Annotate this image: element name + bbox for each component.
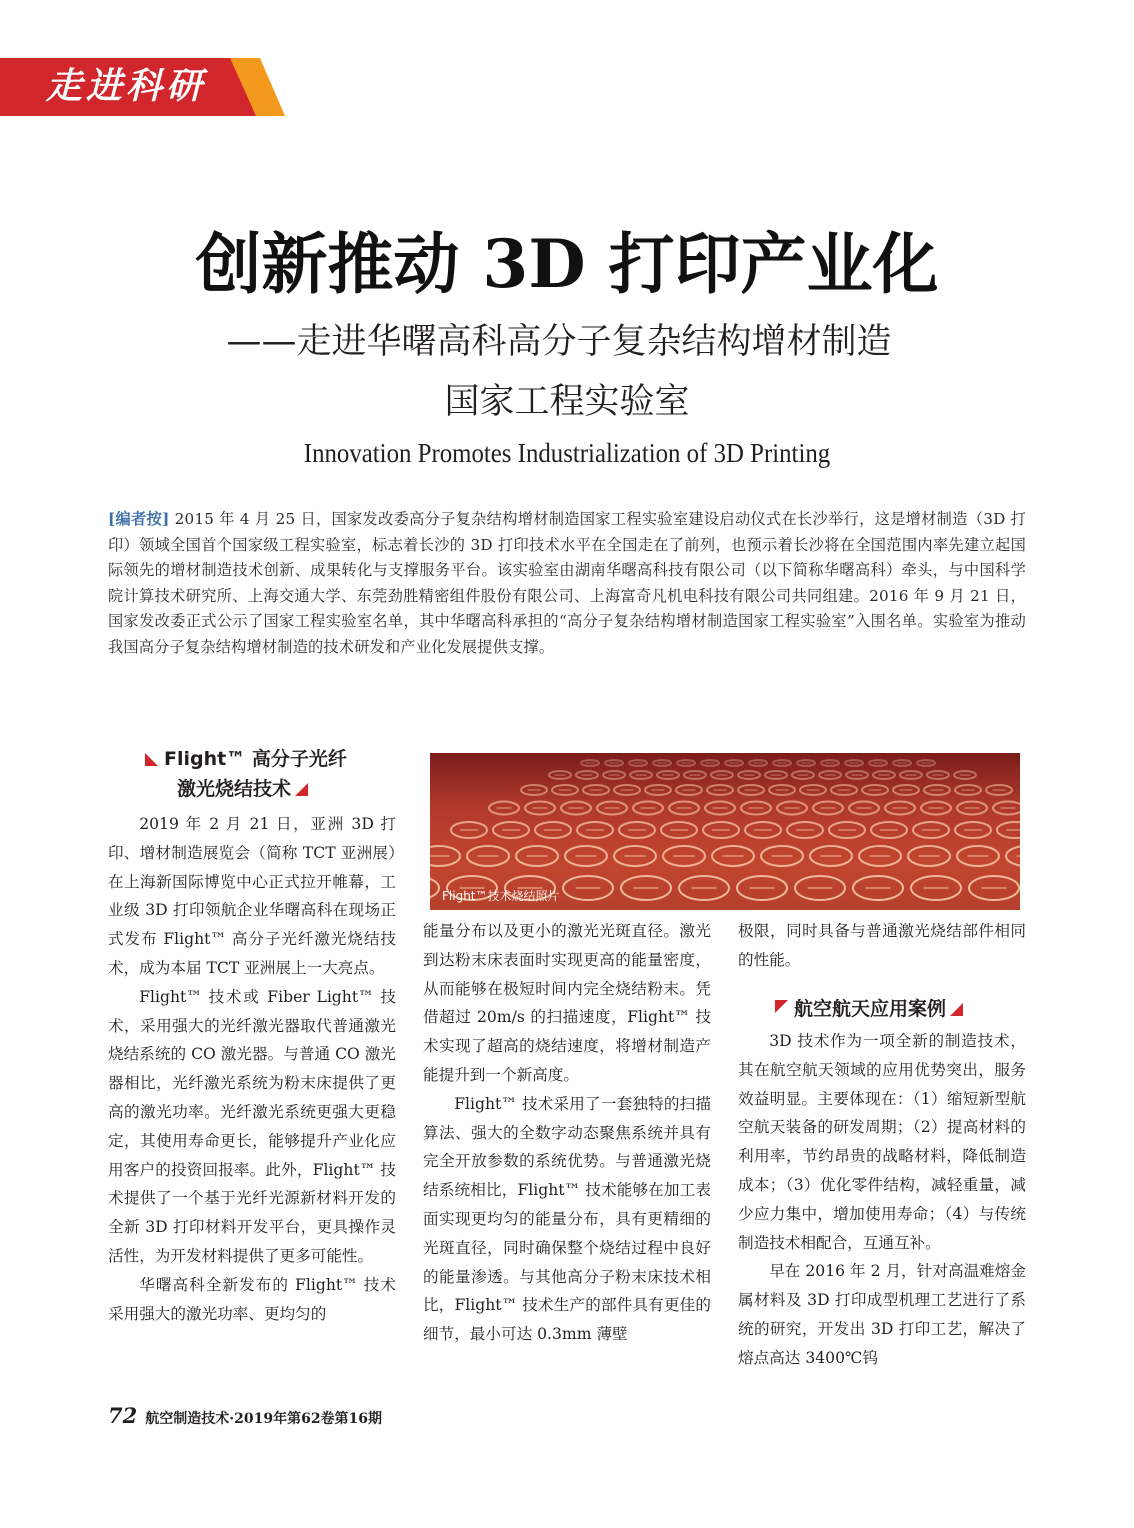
paragraph: 极限，同时具备与普通激光烧结部件相同的性能。 — [738, 922, 1026, 969]
page-number: 72 — [108, 1403, 138, 1428]
journal-info: 航空制造技术·2019年第62卷第16期 — [145, 1411, 383, 1427]
english-title: Innovation Promotes Industrialization of 3D Printing — [303, 438, 831, 468]
banner-label: 走进科研 — [46, 66, 207, 107]
section-banner — [0, 58, 285, 116]
triangle-marker-icon — [950, 1003, 963, 1016]
paragraph: Flight™ 技术采用了一套独特的扫描算法、强大的全数字动态聚焦系统并具有完全开放参数的系统优势。与普通激光烧结系统相比，Flight™ 技术能够在加工表面实现更均匀的能量分布，具有更精细的光斑直径，同时确保整个烧结过程中良好的能量渗透。与其他高分子粉末床技术相比，Flight™ 技术生产的部件具有更佳的细节，最小可达 0.3mm 薄壁 — [423, 1094, 711, 1344]
paragraph: 2019 年 2 月 21 日，亚洲 3D 打印、增材制造展览会（简称 TCT 亚洲展）在上海新国际博览中心正式拉开帷幕，工业级 3D 打印领航企业华曙高科在现场正式发布 Flight™ 高分子光纤激光烧结技术，成为本届 TCT 亚洲展上一大亮点。 — [108, 815, 396, 977]
photo-caption: Flight™技术烧结照片 — [442, 889, 560, 903]
editor-note-text: 2015 年 4 月 25 日，国家发改委高分子复杂结构增材制造国家工程实验室建设启动仪式在长沙举行，这是增材制造（3D 打印）领域全国首个国家级工程实验室，标志着长沙的 3D 打印技术水平在全国走在了前列，也预示着长沙将在全国范围内率先建立起国际领先的增材制造技术创新、成果转化与支撑服务平台。该实验室由湖南华曙高科技有限公司（以下简称华曙高科）牵头，与中国科学院计算技术研究所、上海交通大学、东莞劲胜精密组件股份有限公司、上海富奇凡机电科技有限公司共同组建。2016 年 9 月 21 日，国家发改委正式公示了国家工程实验室名单，其中华曙高科承担的“高分子复杂结构增材制造国家工程实验室”入围名单。实验室为推动我国高分子复杂结构增材制造的技术研发和产业化发展提供支撑。 — [108, 510, 1026, 656]
sintered-part — [430, 876, 439, 900]
section-heading-aerospace — [775, 994, 1035, 1024]
triangle-marker-icon — [295, 783, 308, 796]
section-heading-line1: Flight™ 高分子光纤 — [164, 748, 347, 770]
paragraph: Flight™ 技术或 Fiber Light™ 技术，采用强大的光纤激光器取代普通激光烧结系统的 CO 激光器。与普通 CO 激光器相比，光纤激光系统为粉末床提供了更高的激光功率。光纤激光系统更强大更稳定，其使用寿命更长，能够提升产业化应用客户的投资回报率。此外，Flight™ 技术提供了一个基于光纤光源新材料开发的全新 3D 打印材料开发平台，更具操作灵活性，为开发材料提供了更多可能性。 — [108, 987, 396, 1265]
triangle-marker-icon — [775, 1000, 788, 1013]
paragraph: 3D 技术作为一项全新的制造技术，其在航空航天领域的应用优势突出，服务效益明显。主要体现在：（1）缩短新型航空航天装备的研发周期；（2）提高材料的利用率，节约昂贵的战略材料，降低制造成本；（3）优化零件结构，减轻重量，减少应力集中，增加使用寿命；（4）与传统制造技术相配合，互通互补。 — [738, 1032, 1026, 1252]
sintering-photo — [430, 753, 1020, 910]
section-heading-flight — [145, 744, 405, 804]
editor-note — [108, 507, 1026, 660]
section-heading-line2: 激光烧结技术 — [177, 778, 292, 800]
article-title: 创新推动 3D 打印产业化 — [195, 225, 939, 303]
paragraph: 早在 2016 年 2 月，针对高温难熔金属材料及 3D 打印成型机理工艺进行了系统的研究，开发出 3D 打印工艺，解决了熔点高达 3400℃钨 — [738, 1262, 1026, 1367]
editor-note-label: [编者按] — [108, 510, 170, 528]
page-footer — [108, 1405, 382, 1430]
paragraph: 能量分布以及更小的激光光斑直径。激光到达粉末床表面时实现更高的能量密度，从而能够在极短时间内完全烧结粉末。凭借超过 20m/s 的扫描速度，Flight™ 技术实现了超高的烧结速度，将增材制造产能提升到一个新高度。 — [423, 922, 711, 1084]
article-subtitle-line2: 国家工程实验室 — [444, 382, 690, 422]
article-subtitle-line1: ——走进华曙高科高分子复杂结构增材制造 — [226, 322, 892, 362]
body-column-3-continuation — [738, 917, 1026, 975]
paragraph: 华曙高科全新发布的 Flight™ 技术采用强大的激光功率、更均匀的 — [108, 1275, 396, 1323]
body-column-3 — [738, 1027, 1026, 1373]
triangle-marker-icon — [145, 753, 158, 766]
body-column-2 — [423, 917, 711, 1349]
section-heading-text: 航空航天应用案例 — [794, 998, 947, 1020]
body-column-1 — [108, 810, 396, 1328]
